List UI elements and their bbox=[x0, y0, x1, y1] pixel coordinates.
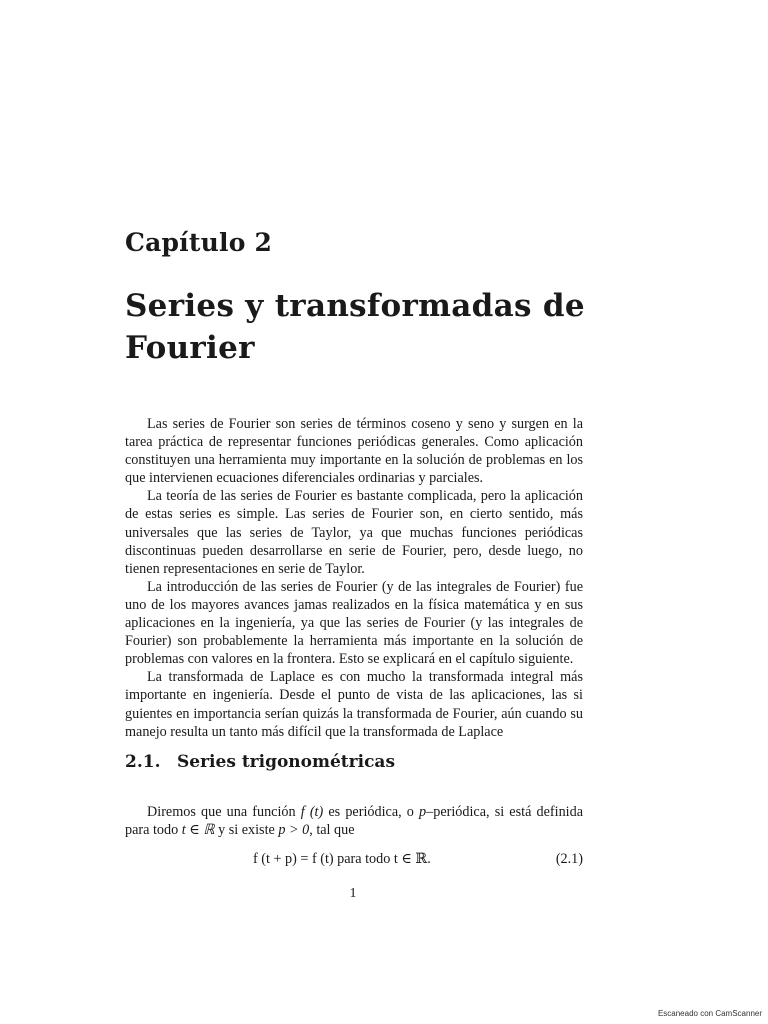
equation bbox=[125, 851, 583, 871]
intro-body bbox=[125, 415, 583, 741]
text-fragment: es periódica, o bbox=[323, 804, 420, 820]
math-fragment: f (t) bbox=[300, 804, 324, 820]
section-number: 2.1. bbox=[125, 752, 161, 772]
page-number: 1 bbox=[349, 886, 357, 901]
text-fragment: , tal que bbox=[309, 822, 355, 839]
text-fragment: y si existe bbox=[214, 822, 279, 839]
paragraph: Las series de Fourier son series de términos coseno y seno y surgen en la tarea práctica de representar funciones periódicas generales. Como aplicación constituyen una herramienta muy importante en la solución de problemas en los que intervienen ecuaciones diferenciales ordinarias y parciales. bbox=[125, 416, 583, 487]
chapter-label: Capítulo 2 bbox=[125, 228, 273, 257]
paragraph: La introducción de las series de Fourier (y de las integrales de Fourier) fue uno de los mayores avances jamas realizados en la física matemática y en sus aplicaciones en la ingeniería, ya que las series de Fourier (y las integrales de Fourier) son probablemente la herramienta más importante en la solución de problemas con valores en la frontera. Esto se explicará en el capítulo siguiente. bbox=[125, 578, 583, 668]
section-title: Series trigonométricas bbox=[177, 752, 396, 772]
section-body bbox=[125, 803, 583, 839]
definition-paragraph bbox=[125, 803, 583, 839]
text-fragment: Diremos que una función bbox=[147, 804, 301, 820]
text-fragment: –periódica, si está definida para todo bbox=[125, 804, 583, 839]
math-fragment: p bbox=[419, 804, 427, 820]
paragraph: La transformada de Laplace es con mucho la transformada integral más importante en ingeniería. Desde el punto de vista de las aplicaciones, las si guientes en importancia serían quizás la transformada de Fourier, aún cuando su manejo resulta un tanto más difícil que la transformada de Laplace bbox=[125, 669, 583, 740]
math-fragment: t ∈ ℝ bbox=[181, 822, 215, 839]
paragraph: La teoría de las series de Fourier es bastante complicada, pero la aplicación de estas series es simple. Las series de Fourier son, en cierto sentido, más universales que las series de Taylor, ya que muchas funciones periódicas discontinuas pueden desarrollarse en serie de Fourier, pero, desde luego, no tienen representaciones en serie de Taylor. bbox=[125, 488, 583, 577]
equation-number: (2.1) bbox=[555, 851, 583, 867]
math-fragment: p > 0 bbox=[278, 822, 310, 839]
equation-formula: f (t + p) = f (t) para todo t ∈ ℝ. bbox=[253, 851, 431, 867]
chapter-title: Series y transformadas de Fourier bbox=[125, 288, 585, 366]
scanner-watermark: Escaneado con CamScanner bbox=[657, 1009, 762, 1018]
section-heading bbox=[125, 752, 395, 772]
